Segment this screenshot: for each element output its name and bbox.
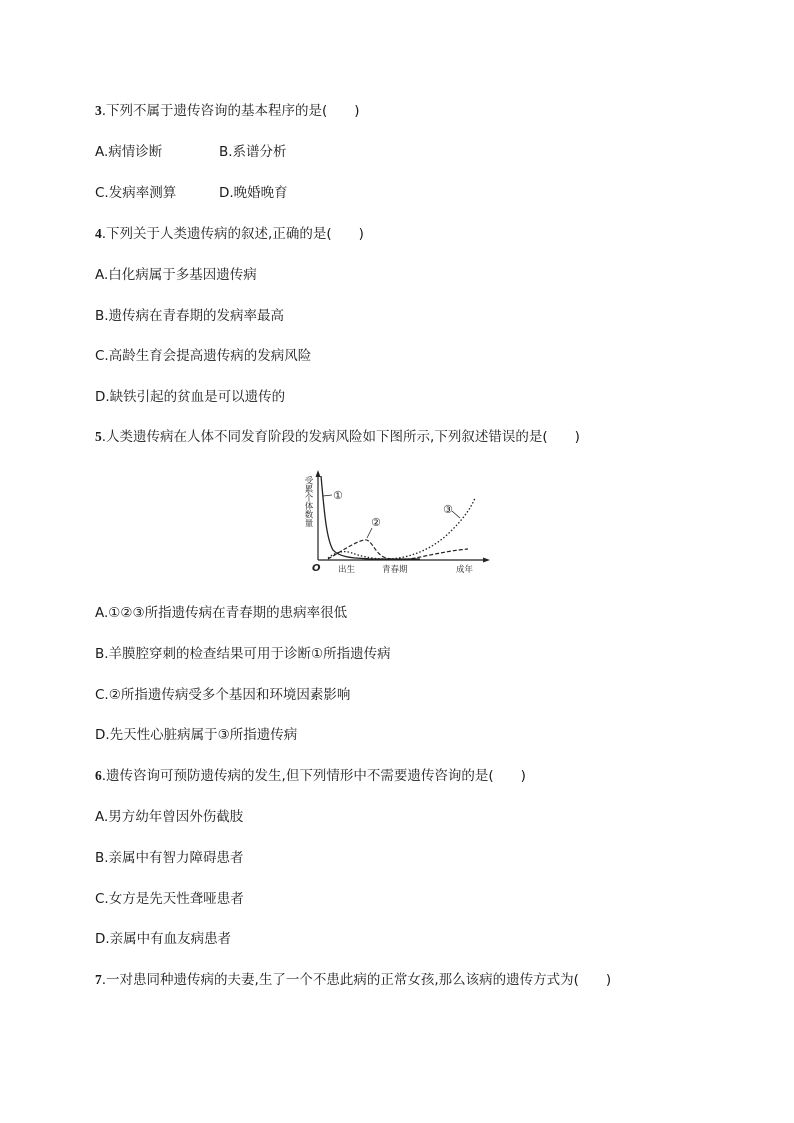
q6-stem — [95, 767, 526, 785]
y-axis-arrow — [316, 470, 321, 477]
q3-option-c[interactable]: C.发病率测算 — [95, 185, 177, 201]
q3-stem — [95, 102, 360, 120]
q3-option-b[interactable]: B.系谱分析 — [219, 144, 287, 160]
curve-3-label: ③ — [443, 503, 453, 516]
q4-option-b[interactable]: B.遗传病在青春期的发病率最高 — [95, 308, 285, 324]
curve-3-leader — [452, 511, 460, 518]
curve-2-leader — [367, 528, 372, 538]
q3-options-row-2 — [95, 184, 288, 202]
q6-text: .遗传咨询可预防遗传病的发生,但下列情形中不需要遗传咨询的是( ) — [101, 768, 526, 784]
q3-option-a[interactable]: A.病情诊断 — [95, 144, 163, 160]
curve-2-label: ② — [371, 516, 381, 529]
x-axis-arrow — [483, 558, 490, 563]
q5-stem — [95, 428, 580, 446]
q5-option-d[interactable]: D.先天性心脏病属于③所指遗传病 — [95, 727, 298, 743]
q3-options-row-1 — [95, 143, 287, 161]
q5-option-c[interactable]: C.②所指遗传病受多个基因和环境因素影响 — [95, 687, 351, 703]
q5-text: .人类遗传病在人体不同发育阶段的发病风险如下图所示,下列叙述错误的是( ) — [101, 429, 580, 445]
origin-label: O — [312, 563, 321, 574]
q4-number: 4 — [95, 226, 102, 241]
curve-3 — [328, 498, 475, 559]
q6-option-a[interactable]: A.男方幼年曾因外伤截肢 — [95, 809, 244, 825]
curve-1-label: ① — [333, 489, 343, 502]
q6-option-c[interactable]: C.女方是先天性聋哑患者 — [95, 891, 244, 907]
q7-stem — [95, 971, 611, 989]
q6-number: 6 — [95, 768, 102, 783]
q3-number: 3 — [95, 103, 102, 118]
y-axis-label: 受累个体数量 — [303, 476, 313, 527]
risk-chart — [300, 468, 490, 580]
q3-text: .下列不属于遗传咨询的基本程序的是( ) — [101, 103, 360, 119]
q6-option-d[interactable]: D.亲属中有血友病患者 — [95, 931, 232, 947]
q6-option-b[interactable]: B.亲属中有智力障碍患者 — [95, 850, 244, 866]
q4-text: .下列关于人类遗传病的叙述,正确的是( ) — [101, 226, 364, 242]
x-tick-puberty: 青春期 — [382, 565, 408, 575]
q4-stem — [95, 225, 364, 243]
q7-text: .一对患同种遗传病的夫妻,生了一个不患此病的正常女孩,那么该病的遗传方式为( ) — [101, 972, 612, 988]
x-tick-adult: 成年 — [456, 565, 474, 575]
q5-option-b[interactable]: B.羊膜腔穿刺的检查结果可用于诊断①所指遗传病 — [95, 646, 391, 662]
q5-number: 5 — [95, 429, 102, 444]
q5-option-a[interactable]: A.①②③所指遗传病在青春期的患病率很低 — [95, 605, 348, 621]
q4-option-a[interactable]: A.白化病属于多基因遗传病 — [95, 267, 257, 283]
curve-1-leader — [323, 495, 332, 496]
x-tick-birth: 出生 — [338, 565, 356, 575]
q3-option-d[interactable]: D.晚婚晚育 — [219, 185, 288, 201]
q7-number: 7 — [95, 972, 102, 987]
q4-option-c[interactable]: C.高龄生育会提高遗传病的发病风险 — [95, 348, 312, 364]
q4-option-d[interactable]: D.缺铁引起的贫血是可以遗传的 — [95, 389, 286, 405]
